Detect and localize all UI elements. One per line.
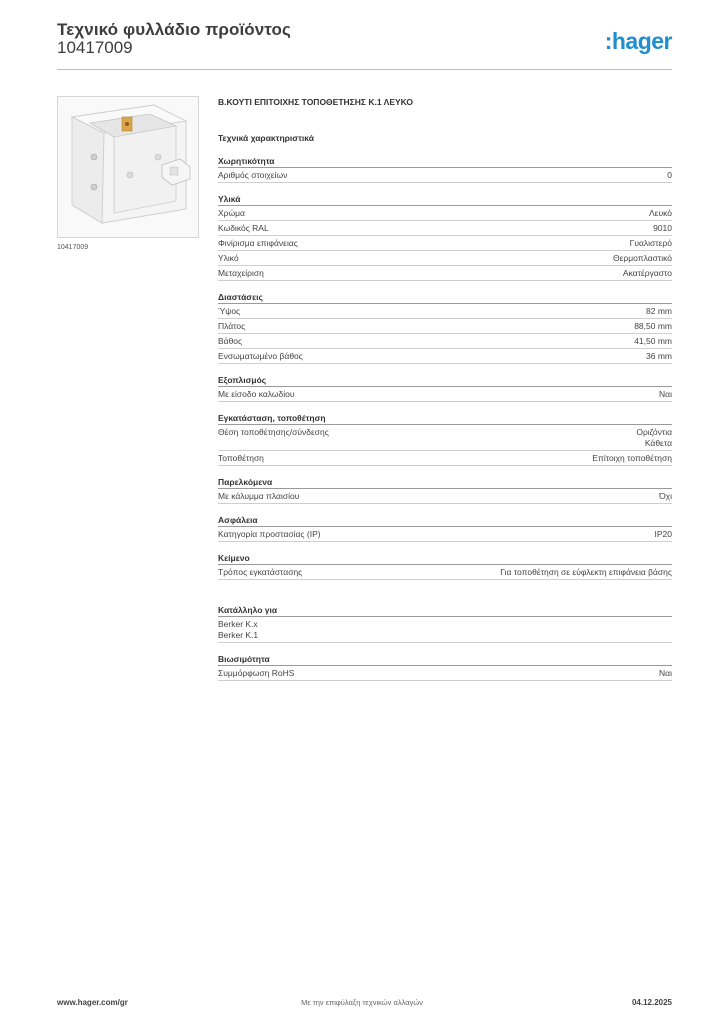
section-suitable-for	[218, 604, 672, 643]
spec-value: 0	[667, 170, 672, 180]
spec-row	[218, 565, 672, 580]
spec-value: 82 mm	[646, 306, 672, 316]
section-title: Βιωσιμότητα	[218, 653, 672, 666]
section-title: Κατάλληλο για	[218, 604, 672, 617]
spec-row	[218, 206, 672, 221]
spec-value: 36 mm	[646, 351, 672, 361]
spec-row	[218, 666, 672, 681]
section-installation	[218, 412, 672, 466]
spec-label: Κωδικός RAL	[218, 223, 269, 233]
product-title: Β.ΚΟΥΤΙ ΕΠΙΤΟΙΧΗΣ ΤΟΠΟΘΕΤΗΣΗΣ Κ.1 ΛΕΥΚΟ	[218, 97, 414, 107]
spec-value: Ναι	[659, 668, 672, 678]
spec-value-line: Οριζόντια	[636, 427, 672, 437]
product-code: 10417009	[57, 38, 133, 57]
spec-label: Υλικό	[218, 253, 239, 263]
section-safety	[218, 514, 672, 542]
footer-disclaimer: Με την επιφύλαξη τεχνικών αλλαγών	[301, 998, 423, 1007]
spec-row	[218, 387, 672, 402]
spec-content	[218, 95, 672, 681]
spec-label: Θέση τοποθέτησης/σύνδεσης	[218, 427, 329, 437]
spec-label: Με είσοδο καλωδίου	[218, 389, 295, 399]
suitable-list	[218, 617, 672, 643]
tech-specs-heading: Τεχνικά χαρακτηριστικά	[218, 133, 314, 143]
spec-label: Συμμόρφωση RoHS	[218, 668, 295, 678]
header-divider	[57, 69, 672, 70]
section-title: Χωρητικότητα	[218, 155, 672, 168]
spec-row	[218, 266, 672, 281]
spec-label: Πλάτος	[218, 321, 246, 331]
spec-row	[218, 527, 672, 542]
section-title: Υλικά	[218, 193, 672, 206]
spec-value	[636, 427, 672, 449]
spec-value: Θερμοπλαστικό	[612, 253, 672, 263]
hager-logo: :hager	[604, 28, 672, 54]
spec-label: Κατηγορία προστασίας (IP)	[218, 529, 321, 539]
section-equipment	[218, 374, 672, 402]
spec-value: Όχι	[659, 491, 672, 501]
spec-value: Γυαλιστερό	[629, 238, 672, 248]
spec-label: Ύψος	[218, 306, 241, 316]
spec-label: Ενσωματωμένο βάθος	[218, 351, 303, 361]
spec-row	[218, 168, 672, 183]
spec-label: Με κάλυμμα πλαισίου	[218, 491, 300, 501]
section-title: Εγκατάσταση, τοποθέτηση	[218, 412, 672, 425]
spec-row	[218, 489, 672, 504]
spec-row	[218, 304, 672, 319]
spec-value: Για τοποθέτηση σε εύφλεκτη επιφάνεια βάσης	[500, 567, 672, 577]
section-title: Κείμενο	[218, 552, 672, 565]
spec-value-line: Κάθετα	[644, 438, 672, 448]
spec-value: 41,50 mm	[634, 336, 672, 346]
spec-label: Φινίρισμα επιφάνειας	[218, 238, 298, 248]
spec-value: Ναι	[659, 389, 672, 399]
section-dimensions	[218, 291, 672, 364]
surface-box-illustration	[58, 97, 198, 237]
spec-label: Χρώμα	[218, 208, 245, 218]
section-title: Διαστάσεις	[218, 291, 672, 304]
spec-value: IP20	[654, 529, 672, 539]
section-capacity	[218, 155, 672, 183]
footer-date: 04.12.2025	[631, 998, 672, 1007]
spec-label: Τοποθέτηση	[218, 453, 264, 463]
spec-label: Βάθος	[218, 336, 243, 346]
section-text	[218, 552, 672, 580]
spec-value: Λευκό	[649, 208, 672, 218]
spec-row	[218, 349, 672, 364]
list-item: Berker K.x	[218, 619, 258, 629]
section-accessories	[218, 476, 672, 504]
spec-row	[218, 251, 672, 266]
section-title: Παρελκόμενα	[218, 476, 672, 489]
section-title: Εξοπλισμός	[218, 374, 672, 387]
image-caption: 10417009	[57, 244, 89, 251]
spec-label: Τρόπος εγκατάστασης	[218, 567, 303, 577]
spec-label: Μεταχείριση	[218, 268, 264, 278]
product-image	[57, 96, 199, 238]
spec-label: Αριθμός στοιχείων	[218, 170, 288, 180]
section-sustainability	[218, 653, 672, 681]
list-item: Berker K.1	[218, 630, 259, 640]
spec-row	[218, 319, 672, 334]
spec-row	[218, 236, 672, 251]
spec-value: 88,50 mm	[634, 321, 672, 331]
spec-row	[218, 221, 672, 236]
section-materials	[218, 193, 672, 281]
document-title: Τεχνικό φυλλάδιο προϊόντος	[57, 20, 291, 39]
spec-value: Ακατέργαστο	[622, 268, 672, 278]
spec-row	[218, 425, 672, 451]
section-title: Ασφάλεια	[218, 514, 672, 527]
footer-website-link[interactable]: www.hager.com/gr	[57, 998, 128, 1007]
spec-value: 9010	[653, 223, 672, 233]
spec-row	[218, 334, 672, 349]
spec-row	[218, 451, 672, 466]
spec-value: Επίτοιχη τοποθέτηση	[592, 453, 672, 463]
